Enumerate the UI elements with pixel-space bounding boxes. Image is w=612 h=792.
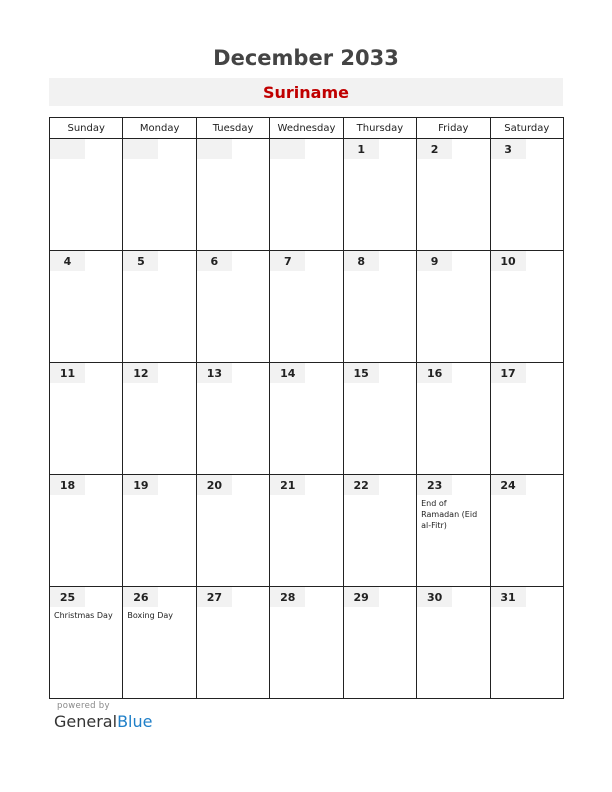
day-number: 15 <box>344 363 379 383</box>
day-number: 4 <box>50 251 85 271</box>
day-number: 5 <box>123 251 158 271</box>
day-cell <box>270 587 343 699</box>
day-cell <box>123 363 196 475</box>
weekday-header: Wednesday <box>270 118 343 139</box>
day-number: 27 <box>197 587 232 607</box>
empty-day-box <box>197 139 232 159</box>
day-number: 17 <box>491 363 526 383</box>
day-cell <box>490 251 563 363</box>
day-cell <box>196 587 269 699</box>
day-number: 21 <box>270 475 305 495</box>
day-cell <box>417 587 490 699</box>
day-cell <box>270 251 343 363</box>
page-title: December 2033 <box>213 46 399 70</box>
brand-name-part2: Blue <box>117 712 153 731</box>
day-number: 9 <box>417 251 452 271</box>
calendar-grid <box>49 117 564 699</box>
day-cell <box>50 139 123 251</box>
week-row <box>50 475 564 587</box>
holiday-label: Boxing Day <box>127 611 174 620</box>
brand-logo[interactable] <box>54 712 152 731</box>
day-cell <box>196 251 269 363</box>
day-number: 31 <box>491 587 526 607</box>
day-number: 2 <box>417 139 452 159</box>
day-number: 22 <box>344 475 379 495</box>
week-row <box>50 139 564 251</box>
day-number: 28 <box>270 587 305 607</box>
day-number: 3 <box>491 139 526 159</box>
day-number: 16 <box>417 363 452 383</box>
holiday-label: End of Ramadan (Eid al-Fitr) <box>421 499 478 530</box>
day-cell <box>490 475 563 587</box>
day-cell <box>490 587 563 699</box>
day-cell <box>343 251 416 363</box>
day-cell <box>50 475 123 587</box>
day-number: 20 <box>197 475 232 495</box>
day-number: 11 <box>50 363 85 383</box>
day-cell <box>196 139 269 251</box>
day-number: 8 <box>344 251 379 271</box>
day-cell <box>50 587 123 699</box>
day-cell <box>270 139 343 251</box>
day-number: 7 <box>270 251 305 271</box>
day-number: 13 <box>197 363 232 383</box>
day-number: 30 <box>417 587 452 607</box>
day-cell <box>417 251 490 363</box>
day-cell <box>417 475 490 587</box>
day-number: 25 <box>50 587 85 607</box>
day-number: 24 <box>491 475 526 495</box>
week-row <box>50 587 564 699</box>
day-number: 6 <box>197 251 232 271</box>
empty-day-box <box>270 139 305 159</box>
country-banner <box>49 78 563 106</box>
weekday-header: Tuesday <box>196 118 269 139</box>
day-cell <box>270 475 343 587</box>
week-row <box>50 363 564 475</box>
day-cell <box>490 139 563 251</box>
brand-name-part1: General <box>54 712 118 731</box>
day-cell <box>123 587 196 699</box>
day-number: 10 <box>491 251 526 271</box>
day-cell <box>343 363 416 475</box>
day-number: 23 <box>417 475 452 495</box>
day-cell <box>270 363 343 475</box>
country-name: Suriname <box>263 83 349 102</box>
empty-day-box <box>123 139 158 159</box>
weekday-header: Monday <box>123 118 196 139</box>
day-cell <box>50 363 123 475</box>
weekday-header: Thursday <box>343 118 416 139</box>
day-cell <box>50 251 123 363</box>
day-cell <box>490 363 563 475</box>
day-number: 29 <box>344 587 379 607</box>
day-number: 14 <box>270 363 305 383</box>
weekday-header: Saturday <box>490 118 563 139</box>
day-cell <box>196 363 269 475</box>
day-number: 19 <box>123 475 158 495</box>
day-cell <box>123 251 196 363</box>
weekday-header: Friday <box>417 118 490 139</box>
day-cell <box>196 475 269 587</box>
day-cell <box>417 139 490 251</box>
day-number: 18 <box>50 475 85 495</box>
day-cell <box>123 139 196 251</box>
day-cell <box>343 139 416 251</box>
day-number: 12 <box>123 363 158 383</box>
day-number: 1 <box>344 139 379 159</box>
weekday-header-row <box>50 118 564 139</box>
empty-day-box <box>50 139 85 159</box>
powered-by-label: powered by <box>57 701 110 711</box>
week-row <box>50 251 564 363</box>
day-cell <box>343 587 416 699</box>
day-cell <box>123 475 196 587</box>
day-cell <box>343 475 416 587</box>
day-number: 26 <box>123 587 158 607</box>
weekday-header: Sunday <box>50 118 123 139</box>
day-cell <box>417 363 490 475</box>
holiday-label: Christmas Day <box>54 611 113 620</box>
